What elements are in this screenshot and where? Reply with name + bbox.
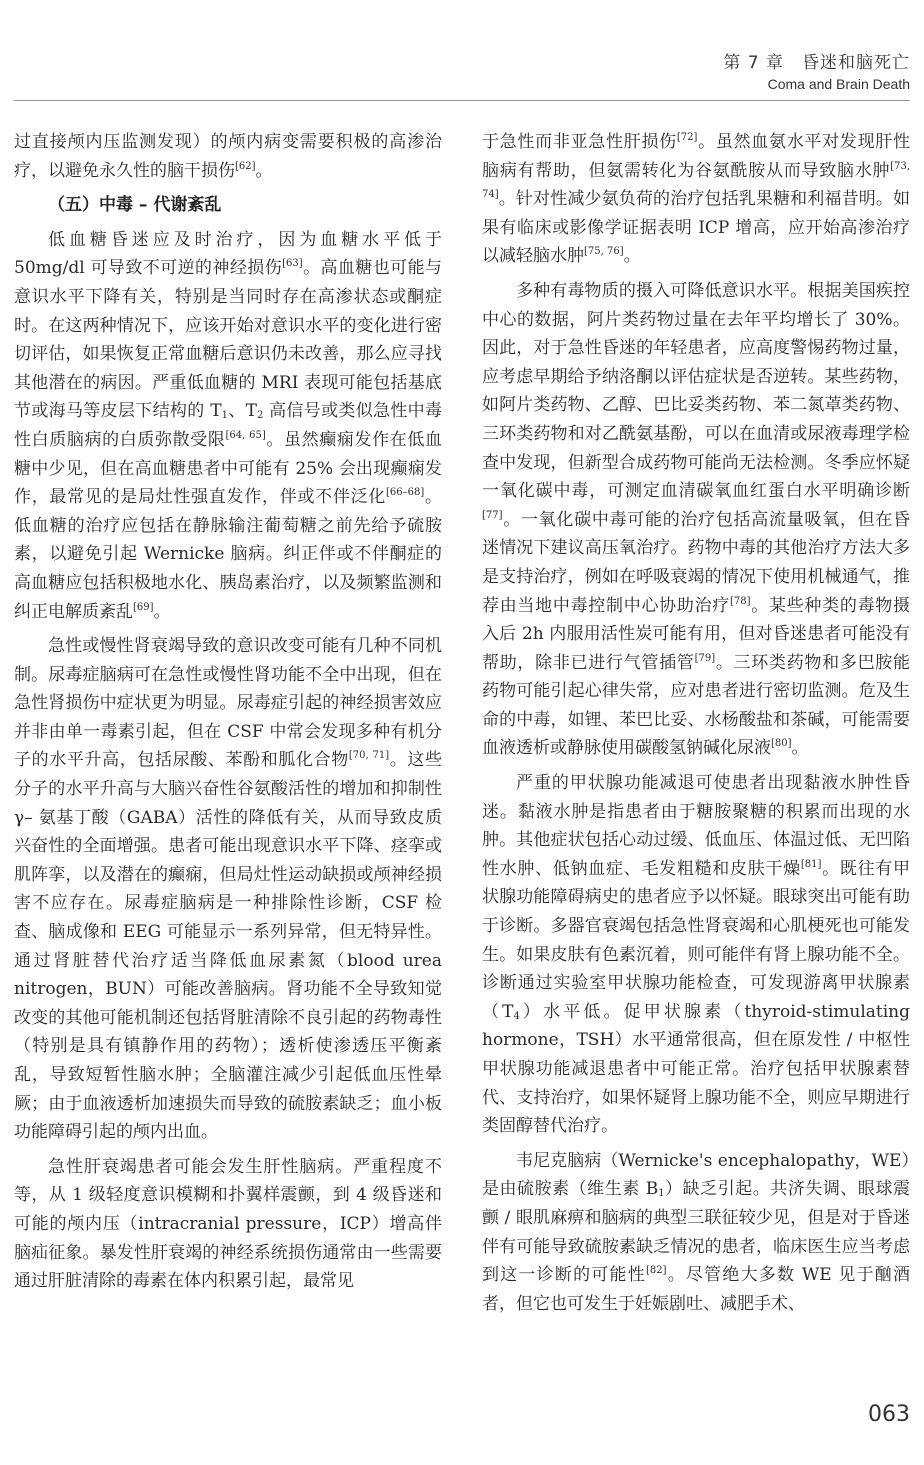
citation: [77] bbox=[482, 509, 503, 521]
header-rule bbox=[14, 100, 910, 101]
page-number: 063 bbox=[868, 1402, 910, 1427]
citation: [80] bbox=[771, 738, 792, 750]
citation: [72] bbox=[676, 132, 698, 143]
citation: [81] bbox=[800, 858, 822, 870]
paragraph: 急性肝衰竭患者可能会发生肝性脑病。严重程度不等，从 1 级轻度意识模糊和扑翼样震颤，到 4 级昏迷和可能的颅内压（intracranial pressure，ICP）增高伴脑疝征象。暴发性肝衰竭的神经系统损伤通常由一些需要通过肝脏清除的毒素在体内积累引起，最常见 bbox=[14, 1156, 442, 1292]
paragraph: 过直接颅内压监测发现）的颅内病变需要积极的高渗治疗，以避免永久性的脑干损伤[62]。 bbox=[14, 132, 442, 181]
citation: [62] bbox=[235, 160, 256, 172]
subscript: 2 bbox=[257, 410, 264, 422]
paragraph: 低血糖昏迷应及时治疗，因为血糖水平低于 50mg/dl 可导致不可逆的神经损伤[63]。高血糖也可能与意识水平下降有关，特别是当同时存在高渗状态或酮症时。在这两种情况下，应该开始对意识水平的变化进行密切评估，如果恢复正常血糖后意识仍未改善，那么应寻找其他潜在的病因。严重低血糖的 MRI 表现可能包括基底节或海马等皮层下结构的 $T_1$、$T_2$ 高信号或类似急性中毒性白质脑病的白质弥散受限[64, 65]。虽然癫痫发作在低血糖中少见，但在高血糖患者中可能有 25% 会出现癫痫发作，最常见的是局灶性强直发作，伴或不伴泛化[66–68]。低血糖的治疗应包括在静脉输注葡萄糖之前先给予硫胺素，以避免引起 Wernicke 脑病。纠正伴或不伴酮症的高血糖应包括积极地水化、胰岛素治疗，以及频繁监测和纠正电解质紊乱[69]。 bbox=[14, 229, 443, 622]
paragraph: 严重的甲状腺功能减退可使患者出现黏液水肿性昏迷。黏液水肿是指患者由于糖胺聚糖的积累而出现的水肿。其他症状包括心动过缓、低血压、体温过低、无凹陷性水肿、低钠血症、毛发粗糙和皮肤干燥[81]。既往有甲状腺功能障碍病史的患者应予以怀疑。眼球突出可能有助于诊断。多器官衰竭包括急性肾衰竭和心肌梗死也可能发生。如果皮肤有色素沉着，则可能伴有肾上腺功能不全。诊断通过实验室甲状腺功能检查，可发现游离甲状腺素$(T_4)$水平低。促甲状腺素（thyroid-stimulating hormone，TSH）水平通常很高，但在原发性 / 中枢性甲状腺功能减退患者中可能正常。治疗包括甲状腺素替代、支持治疗，如果怀疑肾上腺功能不全，则应早期进行类固醇替代治疗。 bbox=[482, 773, 911, 1137]
left-column bbox=[14, 128, 442, 1302]
paragraph: 于急性而非亚急性肝损伤[72]。虽然血氨水平对发现肝性脑病有帮助，但氨需转化为谷氨酰胺从而导致脑水肿[73, 74]。针对性减少氨负荷的治疗包括乳果糖和利福昔明。如果有临床或影像学证据表明 ICP 增高，应开始高渗治疗以减轻脑水肿[75, 76]。 bbox=[482, 132, 911, 267]
paragraph: 韦尼克脑病（Wernicke's encephalopathy，WE）是由硫胺素（维生素 $B_1$）缺乏引起。共济失调、眼球震颤 / 眼肌麻痹和脑病的典型三联征较少见，但是对于昏迷伴有可能导致硫胺素缺乏情况的患者，临床医生应当考虑到这一诊断的可能性[82]。尽管绝大多数 WE 见于酗酒者，但它也可发生于妊娠剧吐、减肥手术、 bbox=[482, 1150, 910, 1314]
chapter-subtitle: Coma and Brain Death bbox=[767, 76, 910, 92]
right-column bbox=[482, 128, 910, 1324]
running-header bbox=[723, 48, 910, 92]
citation: [69] bbox=[133, 601, 154, 613]
subscript: 1 bbox=[658, 1188, 665, 1200]
citation: [73, 74] bbox=[482, 160, 910, 201]
citation: [75, 76] bbox=[584, 246, 624, 258]
citation: [79] bbox=[694, 652, 716, 664]
citation: [82] bbox=[645, 1265, 667, 1277]
section-heading: （五）中毒 – 代谢紊乱 bbox=[48, 195, 222, 216]
citation: [66–68] bbox=[386, 487, 425, 499]
citation: [78] bbox=[730, 595, 751, 607]
paragraph: 多种有毒物质的摄入可降低意识水平。根据美国疾控中心的数据，阿片类药物过量在去年平均增长了 30%。因此，对于急性昏迷的年轻患者，应高度警惕药物过量，应考虑早期给予纳洛酮以评估症状是否逆转。某些药物，如阿片类药物、乙醇、巴比妥类药物、苯二氮䓬类药物、三环类药物和对乙酰氨基酚，可以在血清或尿液毒理学检查中发现，但新型合成药物可能尚无法检测。冬季应怀疑一氧化碳中毒，可测定血清碳氧血红蛋白水平明确诊断[77]。一氧化碳中毒可能的治疗包括高流量吸氧，但在昏迷情况下建议高压氧治疗。药物中毒的其他治疗方法大多是支持治疗，例如在呼吸衰竭的情况下使用机械通气，推荐由当地中毒控制中心协助治疗[78]。某些种类的毒物摄入后 2h 内服用活性炭可能有用，但对昏迷患者可能没有帮助，除非已进行气管插管[79]。三环类药物和多巴胺能药物可能引起心律失常，应对患者进行密切监测。危及生命的中毒，如锂、苯巴比妥、水杨酸盐和茶碱，可能需要血液透析或静脉使用碳酸氢钠碱化尿液[80]。 bbox=[482, 280, 911, 759]
citation: [70, 71] bbox=[348, 750, 390, 762]
subscript: 1 bbox=[221, 410, 228, 422]
subscript: 4 bbox=[513, 1010, 520, 1022]
chapter-title: 第 7 章 昏迷和脑死亡 bbox=[723, 53, 910, 73]
paragraph: 急性或慢性肾衰竭导致的意识改变可能有几种不同机制。尿毒症脑病可在急性或慢性肾功能不全中出现，但在急性肾损伤中症状更为明显。尿毒症引起的神经损害效应并非由单一毒素引起，但在 CSF 中常会发现多种有机分子的水平升高，包括尿酸、苯酚和胍化合物[70, 71]。这些分子的水平升高与大脑兴奋性谷氨酸活性的增加和抑制性 γ– 氨基丁酸（GABA）活性的降低有关，从而导致皮质兴奋性的全面增强。患者可能出现意识水平下降、痉挛或肌阵挛，以及潜在的癫痫，但局灶性运动缺损或颅神经损害不应存在。尿毒症脑病是一种排除性诊断，CSF 检查、脑成像和 EEG 可能显示一系列异常，但无特异性。通过肾脏替代治疗适当降低血尿素氮（blood urea nitrogen，BUN）可能改善脑病。肾功能不全导致知觉改变的其他可能机制还包括肾脏清除不良引起的药物毒性（特别是具有镇静作用的药物）；透析使渗透压平衡紊乱，导致短暂性脑水肿；全脑灌注减少引起低血压性晕厥；由于血液透析加速损失而导致的硫胺素缺乏；血小板功能障碍引起的颅内出血。 bbox=[14, 636, 443, 1143]
citation: [63] bbox=[282, 258, 303, 270]
citation: [64, 65] bbox=[225, 429, 266, 441]
